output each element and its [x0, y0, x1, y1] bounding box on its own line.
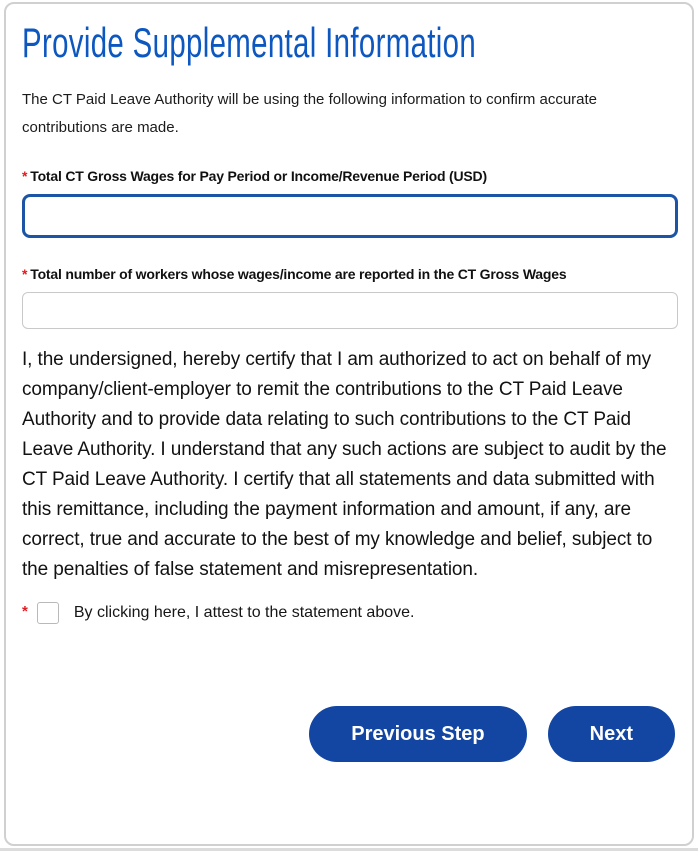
previous-step-button[interactable]: Previous Step [309, 706, 526, 762]
intro-text: The CT Paid Leave Authority will be using the following information to confirm accurate contributions are made. [22, 91, 598, 136]
attestation-checkbox[interactable] [37, 602, 59, 624]
gross-wages-label [22, 166, 676, 186]
gross-wages-input[interactable] [22, 194, 678, 238]
next-button[interactable]: Next [548, 706, 675, 762]
required-asterisk: * [22, 266, 28, 282]
attestation-label: By clicking here, I attest to the statement above. [73, 604, 415, 621]
worker-count-label [22, 264, 676, 284]
worker-count-field-group [22, 264, 676, 329]
worker-count-input[interactable] [22, 292, 678, 329]
required-asterisk: * [22, 603, 28, 620]
form-navigation-buttons [22, 706, 676, 762]
worker-count-label-text: Total number of workers whose wages/income are reported in the CT Gross Wages [30, 266, 567, 282]
required-asterisk: * [22, 168, 28, 184]
attestation-row [22, 602, 676, 624]
gross-wages-field-group [22, 166, 676, 238]
supplemental-info-card [4, 2, 694, 846]
gross-wages-label-text: Total CT Gross Wages for Pay Period or Income/Revenue Period (USD) [30, 168, 487, 184]
page-title: Provide Supplemental Information [22, 19, 477, 66]
certification-statement: I, the undersigned, hereby certify that I am authorized to act on behalf of my company/client-employer to remit the contributions to the CT Paid Leave Authority and to provide data relating to such contributions to the CT Paid Leave Authority. I understand that any such actions are subject to audit by the CT Paid Leave Authority. I certify that all statements and data submitted with this remittance, including the payment information and amount, if any, are correct, true and accurate to the best of my knowledge and belief, subject to the penalties of false statement and misrepresentation. [22, 349, 667, 580]
